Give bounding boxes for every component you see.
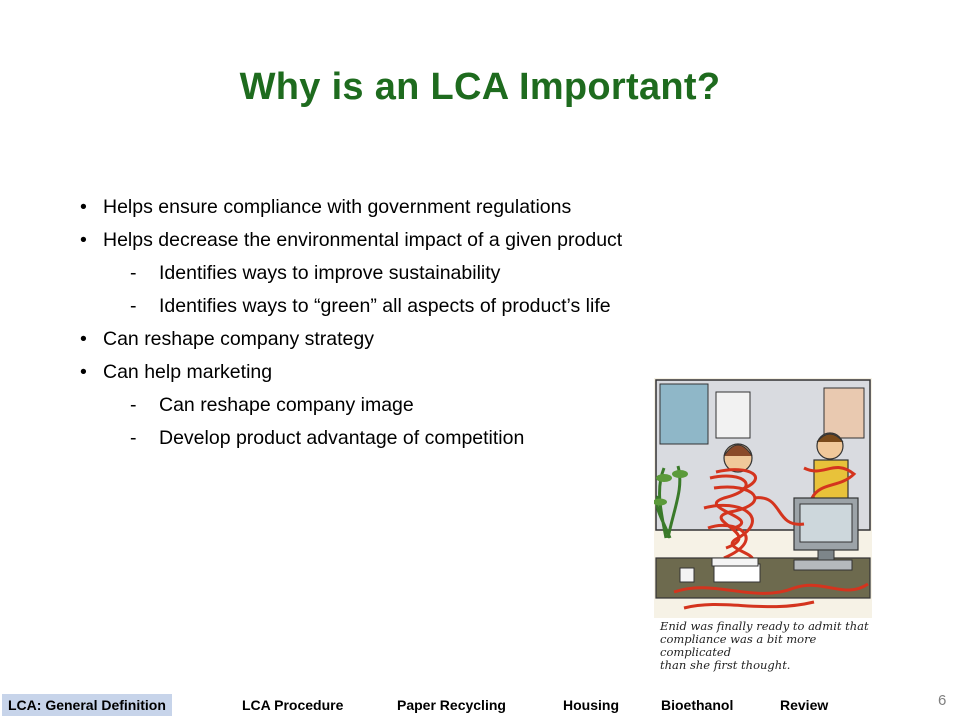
sub-bullet-text: Identifies ways to “green” all aspects of product’s life [159, 295, 611, 317]
slide-title: Why is an LCA Important? [239, 66, 721, 108]
bullet-text: Can help marketing [103, 361, 273, 383]
bullet-item [80, 196, 622, 229]
sub-bullet-text: Can reshape company image [159, 394, 414, 416]
page-number: 6 [938, 692, 947, 709]
nav-item-bioethanol[interactable]: Bioethanol [661, 697, 734, 713]
bullet-text: Helps ensure compliance with government regulations [103, 196, 572, 218]
cartoon-caption [660, 620, 872, 672]
bullet-text: Helps decrease the environmental impact of a given product [103, 229, 623, 251]
nav-item-general-definition[interactable]: LCA: General Definition [2, 694, 172, 716]
bullet-item [80, 328, 622, 361]
bullet-item [80, 229, 622, 262]
sub-bullet-item [80, 262, 622, 295]
cartoon-illustration [654, 378, 872, 618]
caption-line: compliance was a bit more complicated [660, 632, 817, 659]
caption-line: Enid was finally ready to admit that [660, 619, 869, 633]
nav-item-review[interactable]: Review [780, 697, 829, 713]
nav-item-lca-procedure[interactable]: LCA Procedure [242, 697, 344, 713]
bullet-item [80, 361, 622, 394]
bullet-list [80, 196, 622, 460]
nav-item-housing[interactable]: Housing [563, 697, 619, 713]
sub-bullet-item [80, 394, 622, 427]
bullet-text: Can reshape company strategy [103, 328, 374, 350]
nav-item-paper-recycling[interactable]: Paper Recycling [397, 697, 506, 713]
sub-bullet-item [80, 295, 622, 328]
sub-bullet-text: Develop product advantage of competition [159, 427, 525, 449]
section-nav [0, 694, 960, 718]
sub-bullet-item [80, 427, 622, 460]
sub-bullet-text: Identifies ways to improve sustainability [159, 262, 501, 284]
caption-line: than she first thought. [660, 658, 791, 672]
